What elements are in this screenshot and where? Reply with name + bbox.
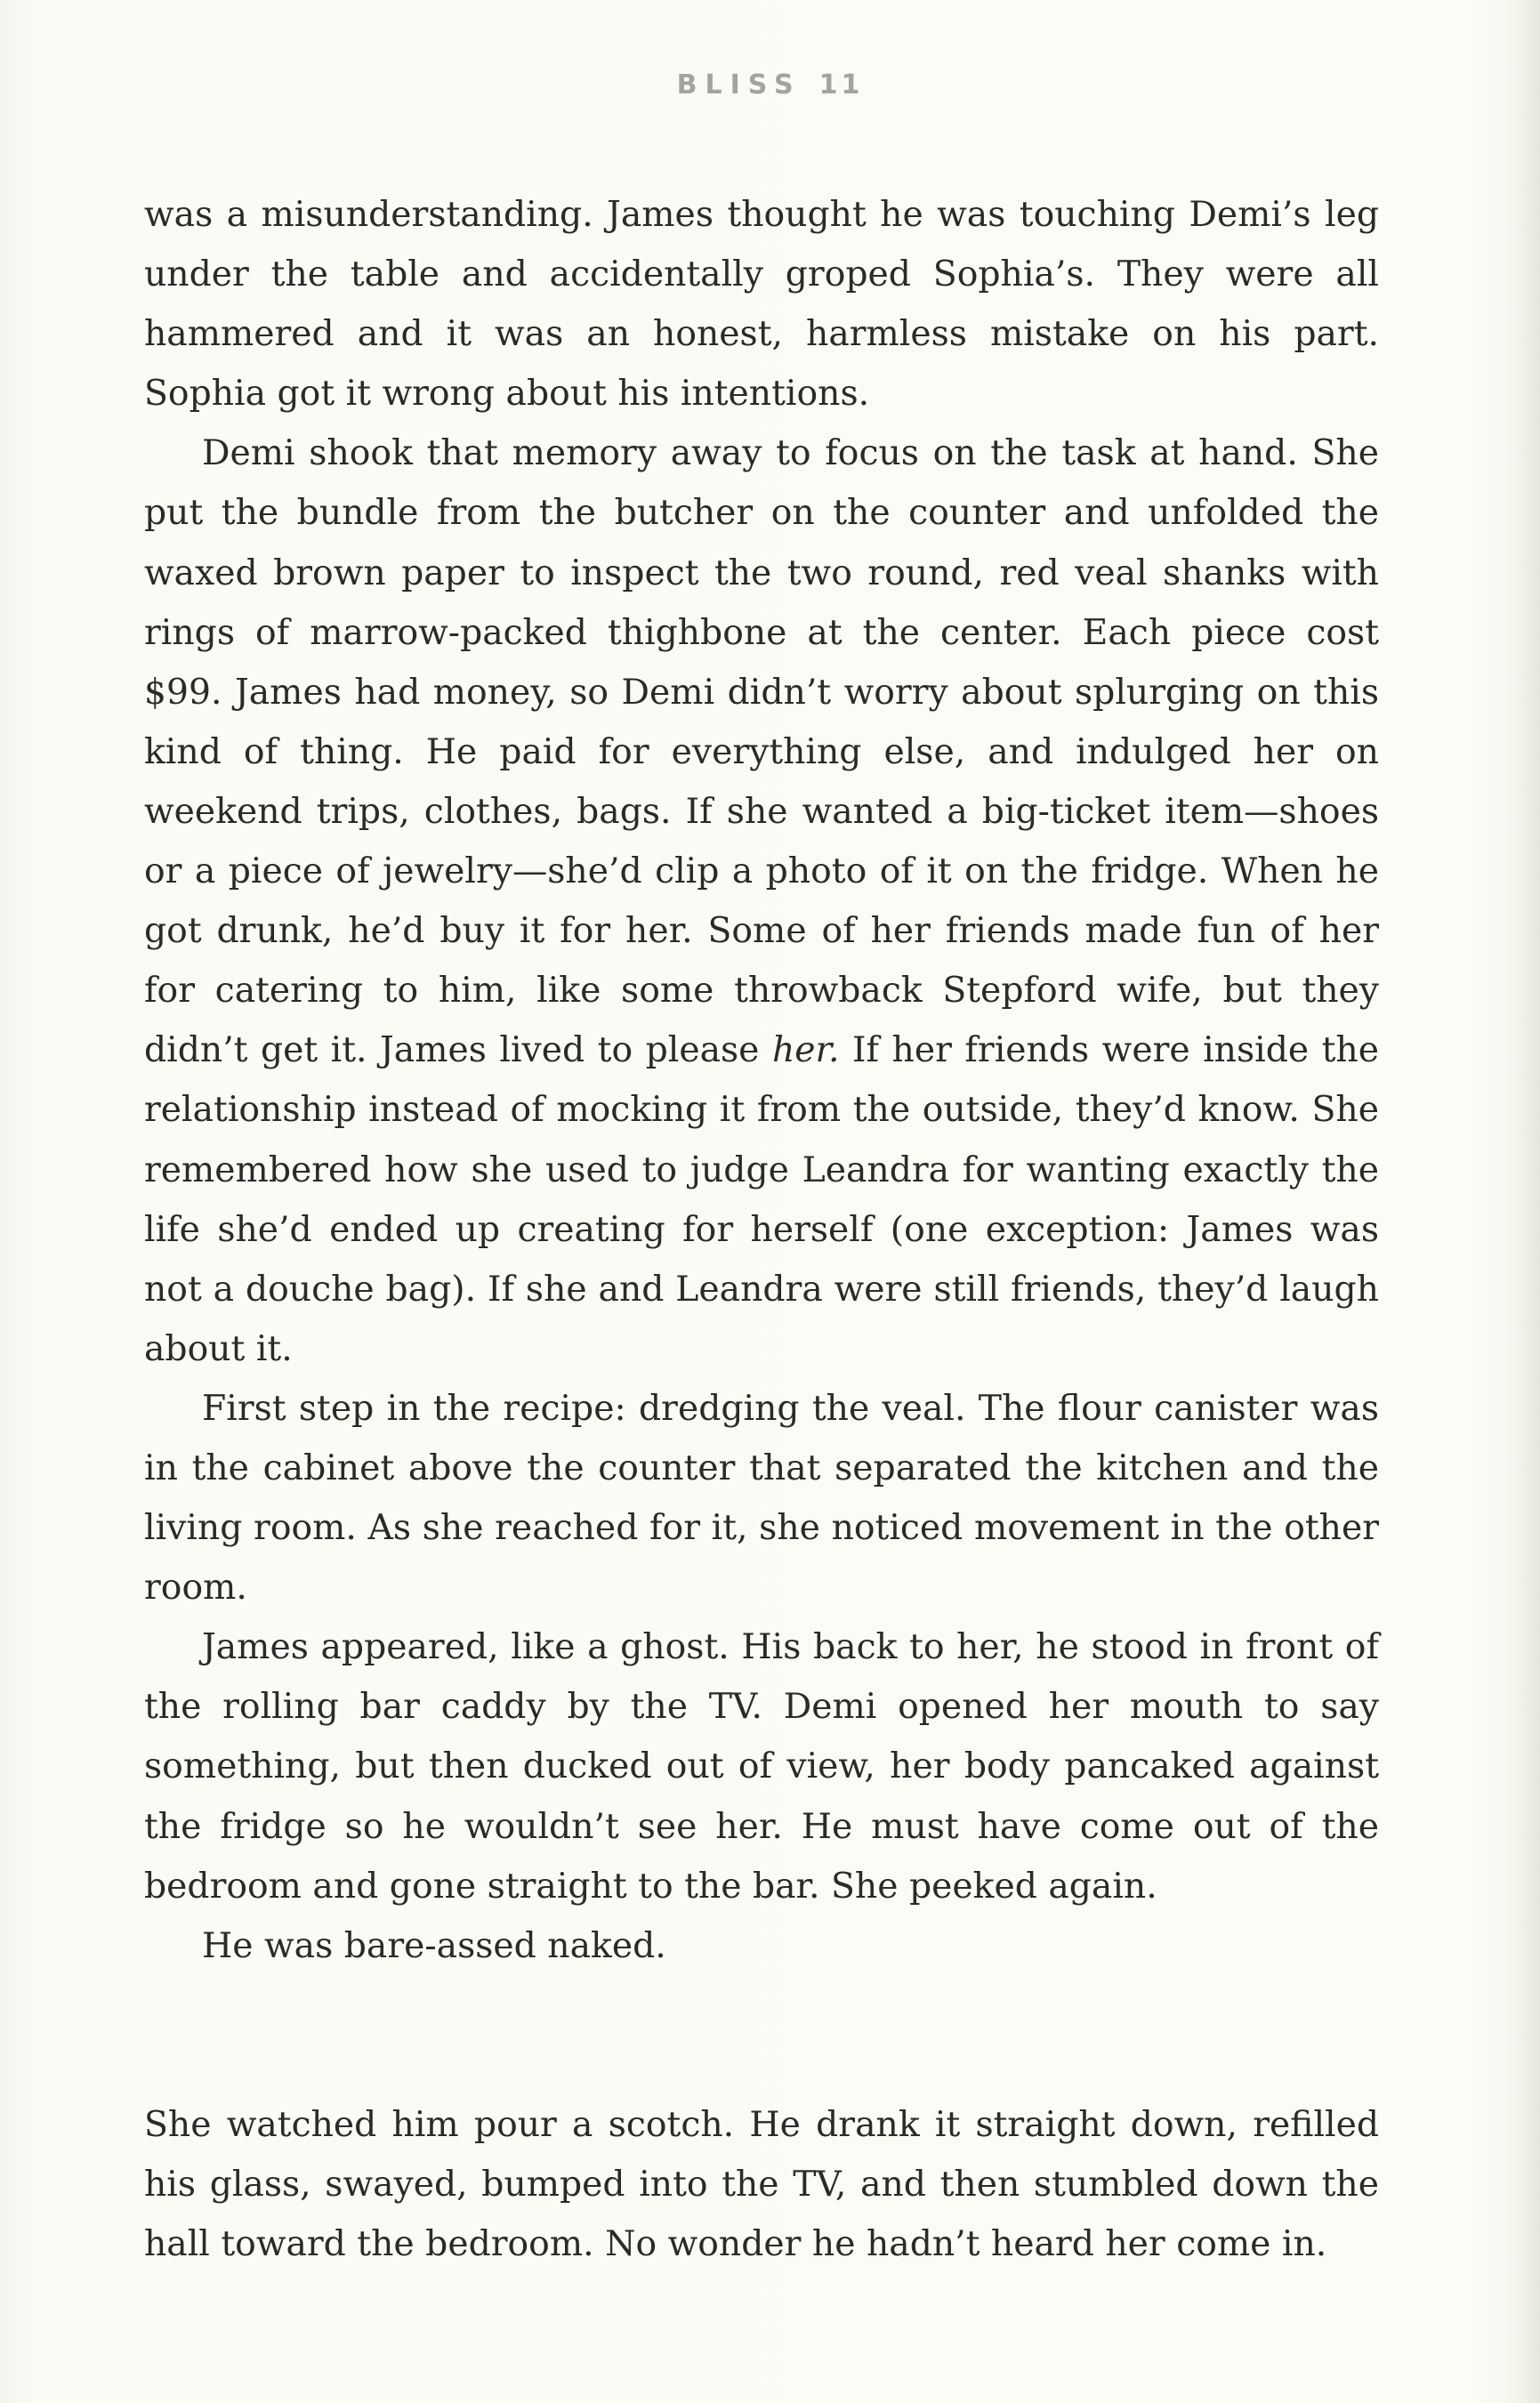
emphasis-her: her. xyxy=(771,1030,840,1071)
running-head-title: BLISS xyxy=(676,69,802,101)
paragraph-4: James appeared, like a ghost. His back to her, he stood in front of the rolling bar caddy by the TV. Demi opened her mouth to say something, but then ducked out of view, her body pancaked against the fridge so he wouldn’t see her. He must have come out of the bedroom and gone straight to the bar. She peeked again. xyxy=(144,1627,1379,1907)
section-break xyxy=(144,1976,1379,2095)
paragraph-1: was a misunderstanding. James thought he was touching Demi’s leg under the table and accidentally groped Sophia’s. They were all hammered and it was an honest, harmless mistake on his part. Sophia got it wrong about his intentions. xyxy=(144,195,1379,415)
page-edge-shadow xyxy=(1515,0,1540,2403)
paragraph-3: First step in the recipe: dredging the veal. The flour canister was in the cabinet above the counter that separated the kitchen and the living room. As she reached for it, she noticed movement in the other room. xyxy=(144,1388,1379,1609)
paragraph-6: She watched him pour a scotch. He drank it straight down, refilled his glass, swayed, bumped into the TV, and then stumbled down the hall toward the bedroom. No wonder he hadn’t heard her come in. xyxy=(144,2104,1379,2264)
running-head xyxy=(0,69,1540,101)
paragraph-2: Demi shook that memory away to focus on the task at hand. She put the bundle from the butcher on the counter and unfolded the waxed brown paper to inspect the two round, red veal shanks with rings of marrow-packed thighbone at the center. Each piece cost $99. James had money, so Demi didn’t worry about splurging on this kind of thing. He paid for everything else, and indulged her on weekend trips, clothes, bags. If she wanted a big-ticket item—shoes or a piece of jewelry—she’d clip a photo of it on the fridge. When he got drunk, he’d buy it for her. Some of her friends made fun of her for catering to him, like some throwback Stepford wife, but they didn’t get it. James lived to please her. If her friends were inside the relationship instead of mocking it from the outside, they’d know. She remembered how she used to judge Leandra for wanting exactly the life she’d ended up creating for herself (one exception: James was not a douche bag). If she and Leandra were still friends, they’d laugh about it. xyxy=(144,433,1379,1369)
paragraph-5: He was bare-assed naked. xyxy=(202,1925,666,1966)
page-number: 11 xyxy=(818,69,864,101)
body-text xyxy=(144,185,1379,2274)
